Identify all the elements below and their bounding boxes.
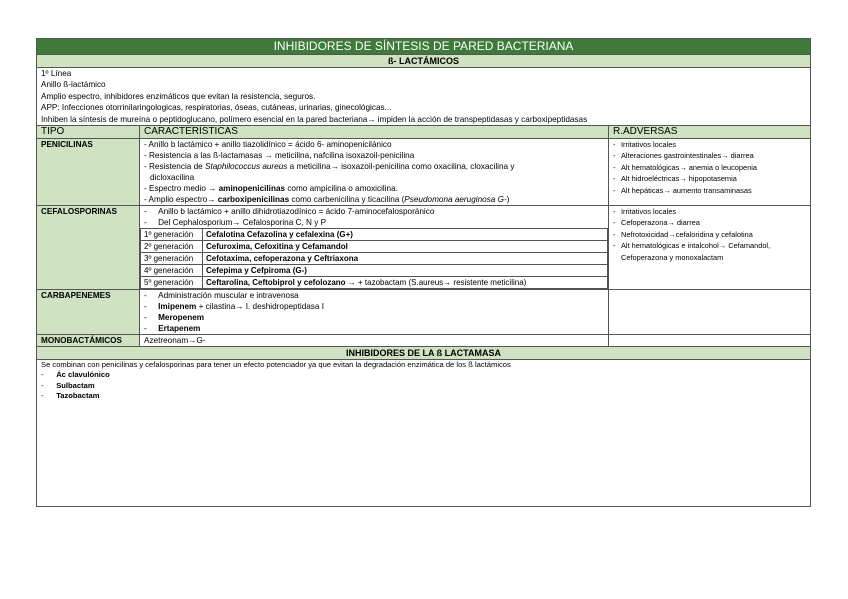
list-item: - Alt hidroeléctricas→ hipopotasemia bbox=[613, 173, 806, 184]
carbapenemes-adversas bbox=[609, 290, 811, 335]
drug-name: Meropenem bbox=[158, 313, 205, 323]
table-row bbox=[141, 229, 608, 241]
row-label-carbapenemes: CARBAPENEMES bbox=[37, 290, 140, 335]
intro-line: APP: Infecciones otorrinilaringologicas, respiratorias, óseas, cutáneas, urinarias, ginecológicas... bbox=[41, 103, 392, 113]
list-item: - Irritativos locales bbox=[613, 206, 806, 217]
text-line bbox=[144, 161, 604, 172]
cefalosporinas-adversas bbox=[609, 206, 811, 290]
text-line: - Anillo b lactámico + anillo tiazolidínico = ácido 6- aminopenicilánico bbox=[144, 140, 392, 150]
intro-line: 1º Línea bbox=[41, 69, 72, 78]
table-row bbox=[141, 265, 608, 277]
table-row bbox=[141, 277, 608, 289]
table-row bbox=[141, 253, 608, 265]
cefalosporinas-caracteristicas bbox=[140, 206, 609, 290]
generation-cell: 1º generación bbox=[141, 229, 203, 241]
list-item: - Ác clavulónico bbox=[41, 370, 110, 380]
page-title: INHIBIDORES DE SÍNTESIS DE PARED BACTERIANA bbox=[37, 39, 811, 55]
text: como carbenicilina y ticacilina ( bbox=[289, 195, 405, 205]
drugs-cell: Cefotaxima, cefoperazona y Ceftriaxona bbox=[203, 253, 608, 265]
list-item: - Cefoperazona→ diarrea bbox=[613, 217, 806, 228]
generations-table bbox=[140, 228, 608, 289]
text-line: dicloxacilina bbox=[150, 173, 195, 183]
list-item: - Alt hepáticas→ aumento transaminasas bbox=[613, 185, 806, 196]
cefalosporinas-intro bbox=[140, 206, 608, 228]
adverse-list bbox=[613, 139, 806, 196]
text-line: - Resistencia a las ß-lactamasas → meticilina, nafcilina isoxazoil-penicilina bbox=[144, 151, 415, 161]
document-sheet bbox=[36, 38, 810, 507]
text-line bbox=[144, 194, 604, 205]
text-line: Se combinan con penicilinas y cefalosporinas para tener un efecto potenciador ya que evitan la degradación enzimática de los ß lactámicos bbox=[41, 360, 511, 370]
list-item: - Alt hematológicas e intalcohol→ Cefamandol, Cefoperazona y monoxalactam bbox=[613, 240, 806, 263]
header-caracteristicas: CARACTERÍSTICAS bbox=[140, 126, 609, 139]
drug-name: Imipenem bbox=[158, 302, 197, 312]
drug-class: aminopenicilinas bbox=[218, 184, 286, 194]
row-label-penicilinas: PENICILINAS bbox=[37, 139, 140, 206]
header-adversas: R.ADVERSAS bbox=[609, 126, 811, 139]
text: Del Cephalosporium→ Cefalosporina C, N y P bbox=[158, 218, 327, 228]
row-label-monobactamicos: MONOBACTÁMICOS bbox=[37, 335, 140, 347]
text-line: - Administración muscular e intravenosa bbox=[144, 291, 299, 301]
main-table bbox=[36, 38, 811, 507]
drug-class: carboxipenicilinas bbox=[217, 195, 290, 205]
monobactamicos-caracteristicas: Azetreonam→G- bbox=[140, 335, 609, 347]
drugs-bold: Ceftarolina, Ceftobiprol y cefolozano → bbox=[206, 278, 356, 288]
intro-block bbox=[37, 68, 811, 126]
text: Administración muscular e intravenosa bbox=[158, 291, 299, 301]
drug-name: Sulbactam bbox=[56, 380, 95, 390]
text: ) bbox=[506, 195, 510, 205]
drugs-cell: Cefalotina Cefazolina y cefalexina (G+) bbox=[203, 229, 608, 241]
text: - Espectro medio → bbox=[144, 184, 219, 194]
text: - Resistencia de bbox=[144, 162, 205, 172]
species-name: Pseudomona aeruginosa G- bbox=[404, 195, 507, 205]
text: - Amplio espectro→ bbox=[144, 195, 218, 205]
text: Anillo b lactámico + anillo dihidrotiazodínico = ácido 7-aminocefalosporánico bbox=[158, 207, 435, 217]
text-line: - Meropenem bbox=[144, 313, 205, 323]
penicilinas-adversas bbox=[609, 139, 811, 206]
list-item: - Tazobactam bbox=[41, 391, 100, 401]
list-item: - Alteraciones gastrointestinales→ diarrea bbox=[613, 150, 806, 161]
text-line: - Anillo b lactámico + anillo dihidrotiazodínico = ácido 7-aminocefalosporánico bbox=[144, 207, 435, 217]
section-title-inhibidores: INHIBIDORES DE LA ß LACTAMASA bbox=[37, 347, 811, 360]
generation-cell: 4º generación bbox=[141, 265, 203, 277]
generation-cell: 5º generación bbox=[141, 277, 203, 289]
drugs-cell bbox=[203, 277, 608, 289]
drugs-cell: Cefuroxima, Cefoxitina y Cefamandol bbox=[203, 241, 608, 253]
header-tipo: TIPO bbox=[37, 126, 140, 139]
text: + cilastina→ I. deshidropeptidasa I bbox=[196, 302, 325, 312]
generation-cell: 2º generación bbox=[141, 241, 203, 253]
drug-name: Tazobactam bbox=[56, 391, 100, 401]
text: a meticilina→ isoxazoil-penicilina como oxacilina, cloxacilina y bbox=[287, 162, 515, 172]
text: como ampicilina o amoxicilina. bbox=[285, 184, 398, 194]
intro-line: Anillo ß-lactámico bbox=[41, 80, 106, 90]
list-item: - Sulbactam bbox=[41, 380, 95, 390]
generation-cell: 3º generación bbox=[141, 253, 203, 265]
drugs-cell: Cefepima y Cefpiroma (G-) bbox=[203, 265, 608, 277]
list-item: - Alt hematológicas→ anemia o leucopenia bbox=[613, 162, 806, 173]
adverse-list bbox=[613, 206, 806, 263]
inhibidores-body bbox=[37, 360, 811, 507]
text-line: - Imipenem + cilastina→ I. deshidropeptidasa I bbox=[144, 302, 325, 312]
list-item: - Irritativos locales bbox=[613, 139, 806, 150]
drug-name: Ác clavulónico bbox=[56, 370, 110, 380]
penicilinas-caracteristicas bbox=[140, 139, 609, 206]
monobactamicos-adversas bbox=[609, 335, 811, 347]
row-label-cefalosporinas: CEFALOSPORINAS bbox=[37, 206, 140, 290]
intro-line: Inhiben la síntesis de mureína o peptidoglucano, polímero esencial en la pared bacteriana→ impiden la acción de transpeptidasas y carboxipeptidasas bbox=[41, 114, 588, 124]
section-title-betalactamicos: ß- LACTÁMICOS bbox=[37, 55, 811, 68]
text-line: - Ertapenem bbox=[144, 324, 201, 334]
list-item: - Nefrotoxicidad→cefaloridina y cefalotina bbox=[613, 229, 806, 240]
intro-line: Amplio espectro, inhibidores enzimáticos que evitan la resistencia, seguros. bbox=[41, 91, 316, 101]
text-line bbox=[144, 183, 604, 194]
drug-name: Ertapenem bbox=[158, 324, 201, 334]
species-name: Staphilococcus aureus bbox=[204, 162, 288, 172]
table-row bbox=[141, 241, 608, 253]
text-line: - Del Cephalosporium→ Cefalosporina C, N y P bbox=[144, 218, 327, 228]
carbapenemes-caracteristicas bbox=[140, 290, 609, 335]
drugs-extra: + tazobactam (S.aureus→ resistente meticilina) bbox=[355, 278, 527, 288]
